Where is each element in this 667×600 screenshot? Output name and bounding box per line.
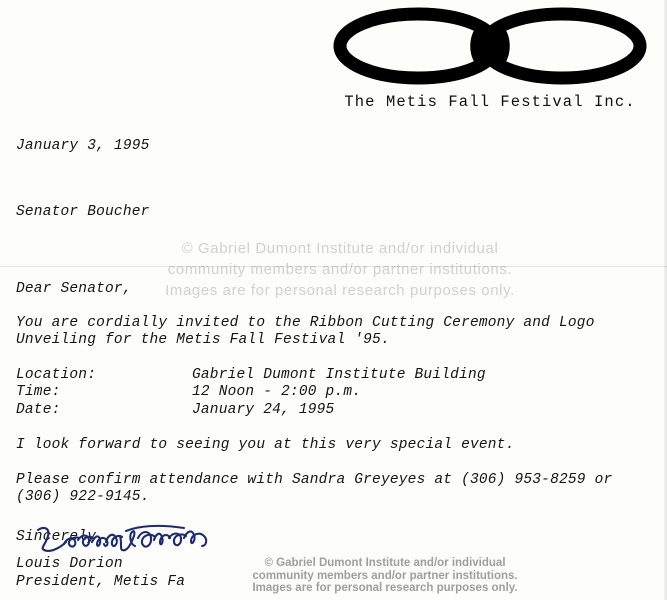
handwritten-signature-icon: [34, 522, 224, 556]
letter-paragraph-2: I look forward to seeing you at this very special event.: [16, 437, 515, 453]
letter-body: [16, 138, 636, 546]
location-value: Gabriel Dumont Institute Building: [192, 366, 486, 383]
signer-title: President, Metis Fa: [16, 573, 186, 590]
letter-closing: Sincerely,: [16, 528, 106, 545]
time-value: 12 Noon - 2:00 p.m.: [192, 384, 362, 400]
date-value: January 24, 1995: [192, 401, 335, 418]
time-label: Time:: [16, 384, 61, 400]
watermark-bottom-line-3: Images are for personal research purposes only.: [252, 582, 518, 594]
location-label: Location:: [16, 366, 97, 383]
event-details: [16, 367, 636, 420]
watermark-bottom-line-1: © Gabriel Dumont Institute and/or individual: [264, 557, 506, 569]
letter-paragraph-1: You are cordially invited to the Ribbon Cutting Ceremony and Logo Unveiling for the Metis Fall Festival '95.: [16, 314, 595, 348]
infinity-symbol-logo-icon: [330, 6, 650, 84]
letter-paragraph-3: Please confirm attendance with Sandra Greyeyes at (306) 953-8259 or (306) 922-9145.: [16, 471, 613, 505]
organization-name: The Metis Fall Festival Inc.: [344, 93, 636, 111]
date-label: Date:: [16, 401, 61, 418]
watermark-bottom-line-2: community members and/or partner institutions.: [252, 569, 518, 582]
letter-date: January 3, 1995: [16, 138, 150, 154]
signer-name: Louis Dorion: [16, 556, 123, 572]
letterhead: [0, 0, 667, 120]
letter-salutation: Dear Senator,: [16, 281, 132, 297]
signature-block: [16, 556, 185, 591]
watermark-center: © Gabriel Dumont Institute and/or individual community members and/or partner institutions. Images are for personal research purposes only.: [165, 240, 515, 299]
letter-addressee: Senator Boucher: [16, 203, 150, 220]
watermark-bottom: [175, 557, 595, 595]
